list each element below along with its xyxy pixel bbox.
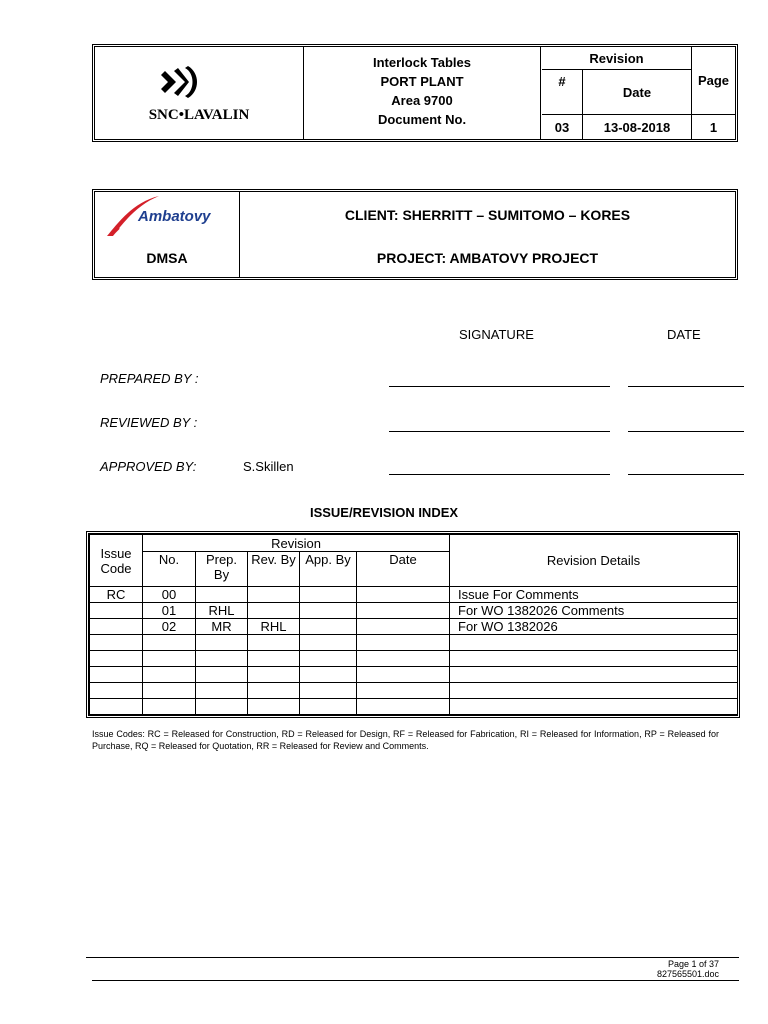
row-details: [450, 683, 738, 699]
dept-label: DMSA: [146, 250, 188, 266]
row-prep: MR: [196, 619, 248, 635]
row-app: [300, 699, 357, 715]
row-date: [357, 683, 450, 699]
row-app: [300, 587, 357, 603]
prepared-signature-line: [389, 386, 610, 387]
row-rev: [248, 587, 300, 603]
row-no: [143, 635, 196, 651]
row-no: [143, 699, 196, 715]
issue-codes-note: Issue Codes: RC = Released for Construction, RD = Released for Design, RF = Released for Fabrication, RI = Released for Information, RP = Released for Purchase, RQ = Released for Quotation, RR = Released for Review and Comments.: [92, 729, 719, 751]
row-details: [450, 667, 738, 683]
row-details: [450, 635, 738, 651]
row-prep: [196, 667, 248, 683]
row-app: [300, 619, 357, 635]
row-date: [357, 619, 450, 635]
approved-date-line: [628, 474, 744, 475]
row-prep: RHL: [196, 603, 248, 619]
prepared-date-line: [628, 386, 744, 387]
row-no: [143, 683, 196, 699]
table-row: [90, 651, 738, 667]
rev-by-header: Rev. By: [248, 552, 300, 587]
row-code: [90, 699, 143, 715]
footer-filename: 827565501.doc: [656, 969, 719, 979]
approved-signature-line: [389, 474, 610, 475]
row-code: [90, 651, 143, 667]
issue-code-header: Issue Code: [90, 535, 143, 587]
row-prep: [196, 683, 248, 699]
date-value: 13-08-2018: [583, 115, 692, 139]
client-name: CLIENT: SHERRITT – SUMITOMO – KORES: [344, 207, 631, 223]
row-prep: [196, 635, 248, 651]
row-code: [90, 619, 143, 635]
row-rev: [248, 635, 300, 651]
row-date: [357, 667, 450, 683]
row-prep: [196, 587, 248, 603]
row-rev: [248, 683, 300, 699]
row-details: For WO 1382026: [450, 619, 738, 635]
row-date: [357, 699, 450, 715]
snc-lavalin-logo-icon: [159, 65, 203, 99]
table-row: [90, 635, 738, 651]
page-value: 1: [709, 119, 718, 135]
title-line-3: Area 9700: [391, 93, 453, 108]
row-rev: RHL: [248, 619, 300, 635]
title-line-2: PORT PLANT: [380, 74, 464, 89]
revision-label: Revision: [542, 47, 692, 70]
row-prep: [196, 651, 248, 667]
project-name: PROJECT: AMBATOVY PROJECT: [376, 250, 599, 266]
footer-divider: [86, 957, 739, 958]
company-logo-cell: [95, 47, 304, 139]
table-row: [90, 587, 738, 603]
row-rev: [248, 651, 300, 667]
row-app: [300, 667, 357, 683]
footer-page-info: Page 1 of 37: [667, 959, 719, 969]
row-code: [90, 603, 143, 619]
title-line-4: Document No.: [377, 112, 467, 127]
approved-by-name: S.Skillen: [243, 459, 294, 474]
table-row: [90, 603, 738, 619]
footer-divider-bottom: [92, 980, 739, 981]
table-row: [90, 619, 738, 635]
rev-number-value: 03: [542, 115, 583, 139]
row-code: [90, 683, 143, 699]
date-label: Date: [583, 70, 692, 115]
row-app: [300, 683, 357, 699]
revision-details-header: Revision Details: [450, 535, 738, 587]
row-prep: [196, 699, 248, 715]
revision-block: [542, 47, 735, 139]
client-logo-cell: [95, 192, 240, 277]
row-rev: [248, 699, 300, 715]
row-details: [450, 699, 738, 715]
signature-header: SIGNATURE: [459, 327, 534, 342]
revision-group-header: Revision: [143, 535, 450, 552]
row-details: For WO 1382026 Comments: [450, 603, 738, 619]
row-no: [143, 667, 196, 683]
row-rev: [248, 667, 300, 683]
reviewed-signature-line: [389, 431, 610, 432]
row-details: [450, 651, 738, 667]
table-row: [90, 683, 738, 699]
row-rev: [248, 603, 300, 619]
reviewed-date-line: [628, 431, 744, 432]
prepared-by-label: PREPARED BY :: [100, 371, 199, 386]
title-line-1: Interlock Tables: [372, 55, 471, 70]
company-name: SNC•LAVALIN: [148, 107, 250, 123]
prep-by-header: Prep. By: [196, 552, 248, 587]
document-header: [92, 44, 738, 142]
row-details: Issue For Comments: [450, 587, 738, 603]
row-no: 00: [143, 587, 196, 603]
row-no: [143, 651, 196, 667]
row-app: [300, 651, 357, 667]
table-row: [90, 667, 738, 683]
row-date: [357, 603, 450, 619]
row-no: 01: [143, 603, 196, 619]
approved-by-label: APPROVED BY:: [100, 459, 197, 474]
date-header: DATE: [667, 327, 701, 342]
document-title-block: [304, 47, 541, 139]
row-code: [90, 667, 143, 683]
reviewed-by-label: REVIEWED BY :: [100, 415, 198, 430]
revision-index-title: ISSUE/REVISION INDEX: [309, 505, 459, 520]
ambatovy-logo-text: Ambatovy: [138, 208, 211, 225]
page-label: Page: [692, 47, 735, 115]
client-block: [92, 189, 738, 280]
table-row: [90, 699, 738, 715]
row-app: [300, 635, 357, 651]
revision-index-table: [86, 531, 740, 718]
row-app: [300, 603, 357, 619]
row-date: [357, 651, 450, 667]
date-col-header: Date: [357, 552, 450, 587]
app-by-header: App. By: [300, 552, 357, 587]
rev-number-label: #: [542, 70, 583, 115]
row-code: [90, 635, 143, 651]
row-code: RC: [90, 587, 143, 603]
row-date: [357, 587, 450, 603]
row-date: [357, 635, 450, 651]
no-header: No.: [143, 552, 196, 587]
row-no: 02: [143, 619, 196, 635]
